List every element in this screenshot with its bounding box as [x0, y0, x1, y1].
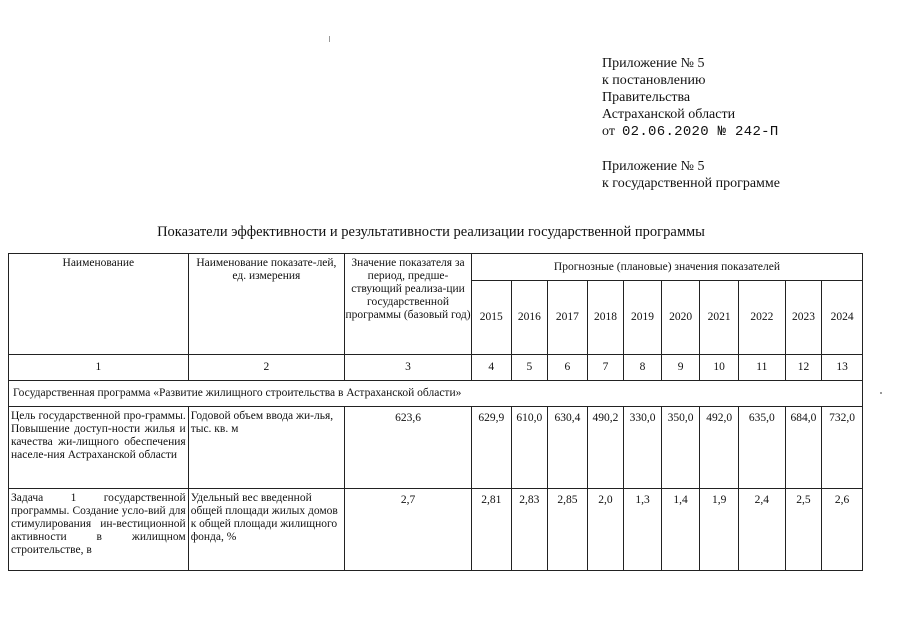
header-name: Наименование	[9, 254, 189, 355]
column-number: 3	[345, 355, 472, 381]
program-appendix-block	[602, 158, 780, 192]
row-value: 684,0	[785, 407, 822, 489]
column-number: 10	[700, 355, 739, 381]
row-name: Цель государственной про-граммы. Повышение доступ-ности жилья и качества жи-лищного обеспечения населе-ния Астраханской области	[9, 407, 189, 489]
row-base-value: 2,7	[345, 489, 472, 571]
year-cell: 2020	[661, 281, 700, 355]
year-cell: 2023	[785, 281, 822, 355]
column-number: 8	[624, 355, 662, 381]
document-title: Показатели эффективности и результативности реализации государственной программы	[157, 224, 705, 240]
year-cell: 2021	[700, 281, 739, 355]
column-number: 11	[738, 355, 785, 381]
row-value: 490,2	[587, 407, 624, 489]
row-value: 350,0	[661, 407, 700, 489]
decree-appendix-line: к постановлению	[602, 73, 706, 88]
header-row	[9, 254, 863, 281]
decree-appendix-line: Правительства	[602, 90, 691, 105]
decree-appendix-line: Приложение № 5	[602, 56, 705, 71]
row-value: 629,9	[471, 407, 511, 489]
column-number: 9	[661, 355, 700, 381]
program-appendix-line: к государственной программе	[602, 176, 780, 191]
row-value: 1,4	[661, 489, 700, 571]
program-appendix-line: Приложение № 5	[602, 159, 705, 174]
scan-speck	[880, 392, 882, 394]
decree-date-line	[602, 123, 779, 141]
column-number: 6	[548, 355, 588, 381]
row-value: 2,85	[548, 489, 588, 571]
row-value: 630,4	[548, 407, 588, 489]
year-cell: 2017	[548, 281, 588, 355]
column-number: 13	[822, 355, 863, 381]
column-number: 7	[587, 355, 624, 381]
program-row	[9, 381, 863, 407]
program-title: Государственная программа «Развитие жилищного строительства в Астраханской области»	[9, 381, 863, 407]
header-base-value: Значение показателя за период, предше-ствующий реализа-ции государственной программы (базовый год)	[345, 254, 472, 355]
column-number: 4	[471, 355, 511, 381]
decree-date-number: 02.06.2020 № 242-П	[621, 124, 779, 140]
row-value: 1,3	[624, 489, 662, 571]
row-value: 732,0	[822, 407, 863, 489]
row-value: 2,6	[822, 489, 863, 571]
decree-appendix-block	[602, 55, 779, 141]
row-value: 635,0	[738, 407, 785, 489]
year-cell: 2015	[471, 281, 511, 355]
year-cell: 2019	[624, 281, 662, 355]
decree-date-prefix: от	[602, 124, 615, 139]
column-number: 1	[9, 355, 189, 381]
row-value: 2,81	[471, 489, 511, 571]
row-name: Задача 1 государственной программы. Создание усло-вий для стимулирования ин-вестиционной активности в жилищном строительстве, в	[9, 489, 189, 571]
table-row	[9, 407, 863, 489]
year-cell: 2022	[738, 281, 785, 355]
row-value: 492,0	[700, 407, 739, 489]
year-cell: 2018	[587, 281, 624, 355]
column-number: 12	[785, 355, 822, 381]
row-indicator: Удельный вес введенной общей площади жилых домов к общей площади жилищного фонда, %	[188, 489, 344, 571]
row-value: 2,4	[738, 489, 785, 571]
row-value: 1,9	[700, 489, 739, 571]
column-number-row	[9, 355, 863, 381]
table-row	[9, 489, 863, 571]
column-number: 2	[188, 355, 344, 381]
row-value: 610,0	[511, 407, 548, 489]
row-base-value: 623,6	[345, 407, 472, 489]
column-number: 5	[511, 355, 548, 381]
row-value: 2,0	[587, 489, 624, 571]
row-value: 2,83	[511, 489, 548, 571]
row-indicator: Годовой объем ввода жи-лья, тыс. кв. м	[188, 407, 344, 489]
scan-mark	[329, 36, 331, 42]
decree-appendix-line: Астраханской области	[602, 107, 736, 122]
indicators-table	[8, 253, 863, 571]
header-indicator: Наименование показате-лей, ед. измерения	[188, 254, 344, 355]
year-cell: 2016	[511, 281, 548, 355]
header-forecast: Прогнозные (плановые) значения показателей	[471, 254, 862, 281]
row-value: 330,0	[624, 407, 662, 489]
row-value: 2,5	[785, 489, 822, 571]
year-cell: 2024	[822, 281, 863, 355]
